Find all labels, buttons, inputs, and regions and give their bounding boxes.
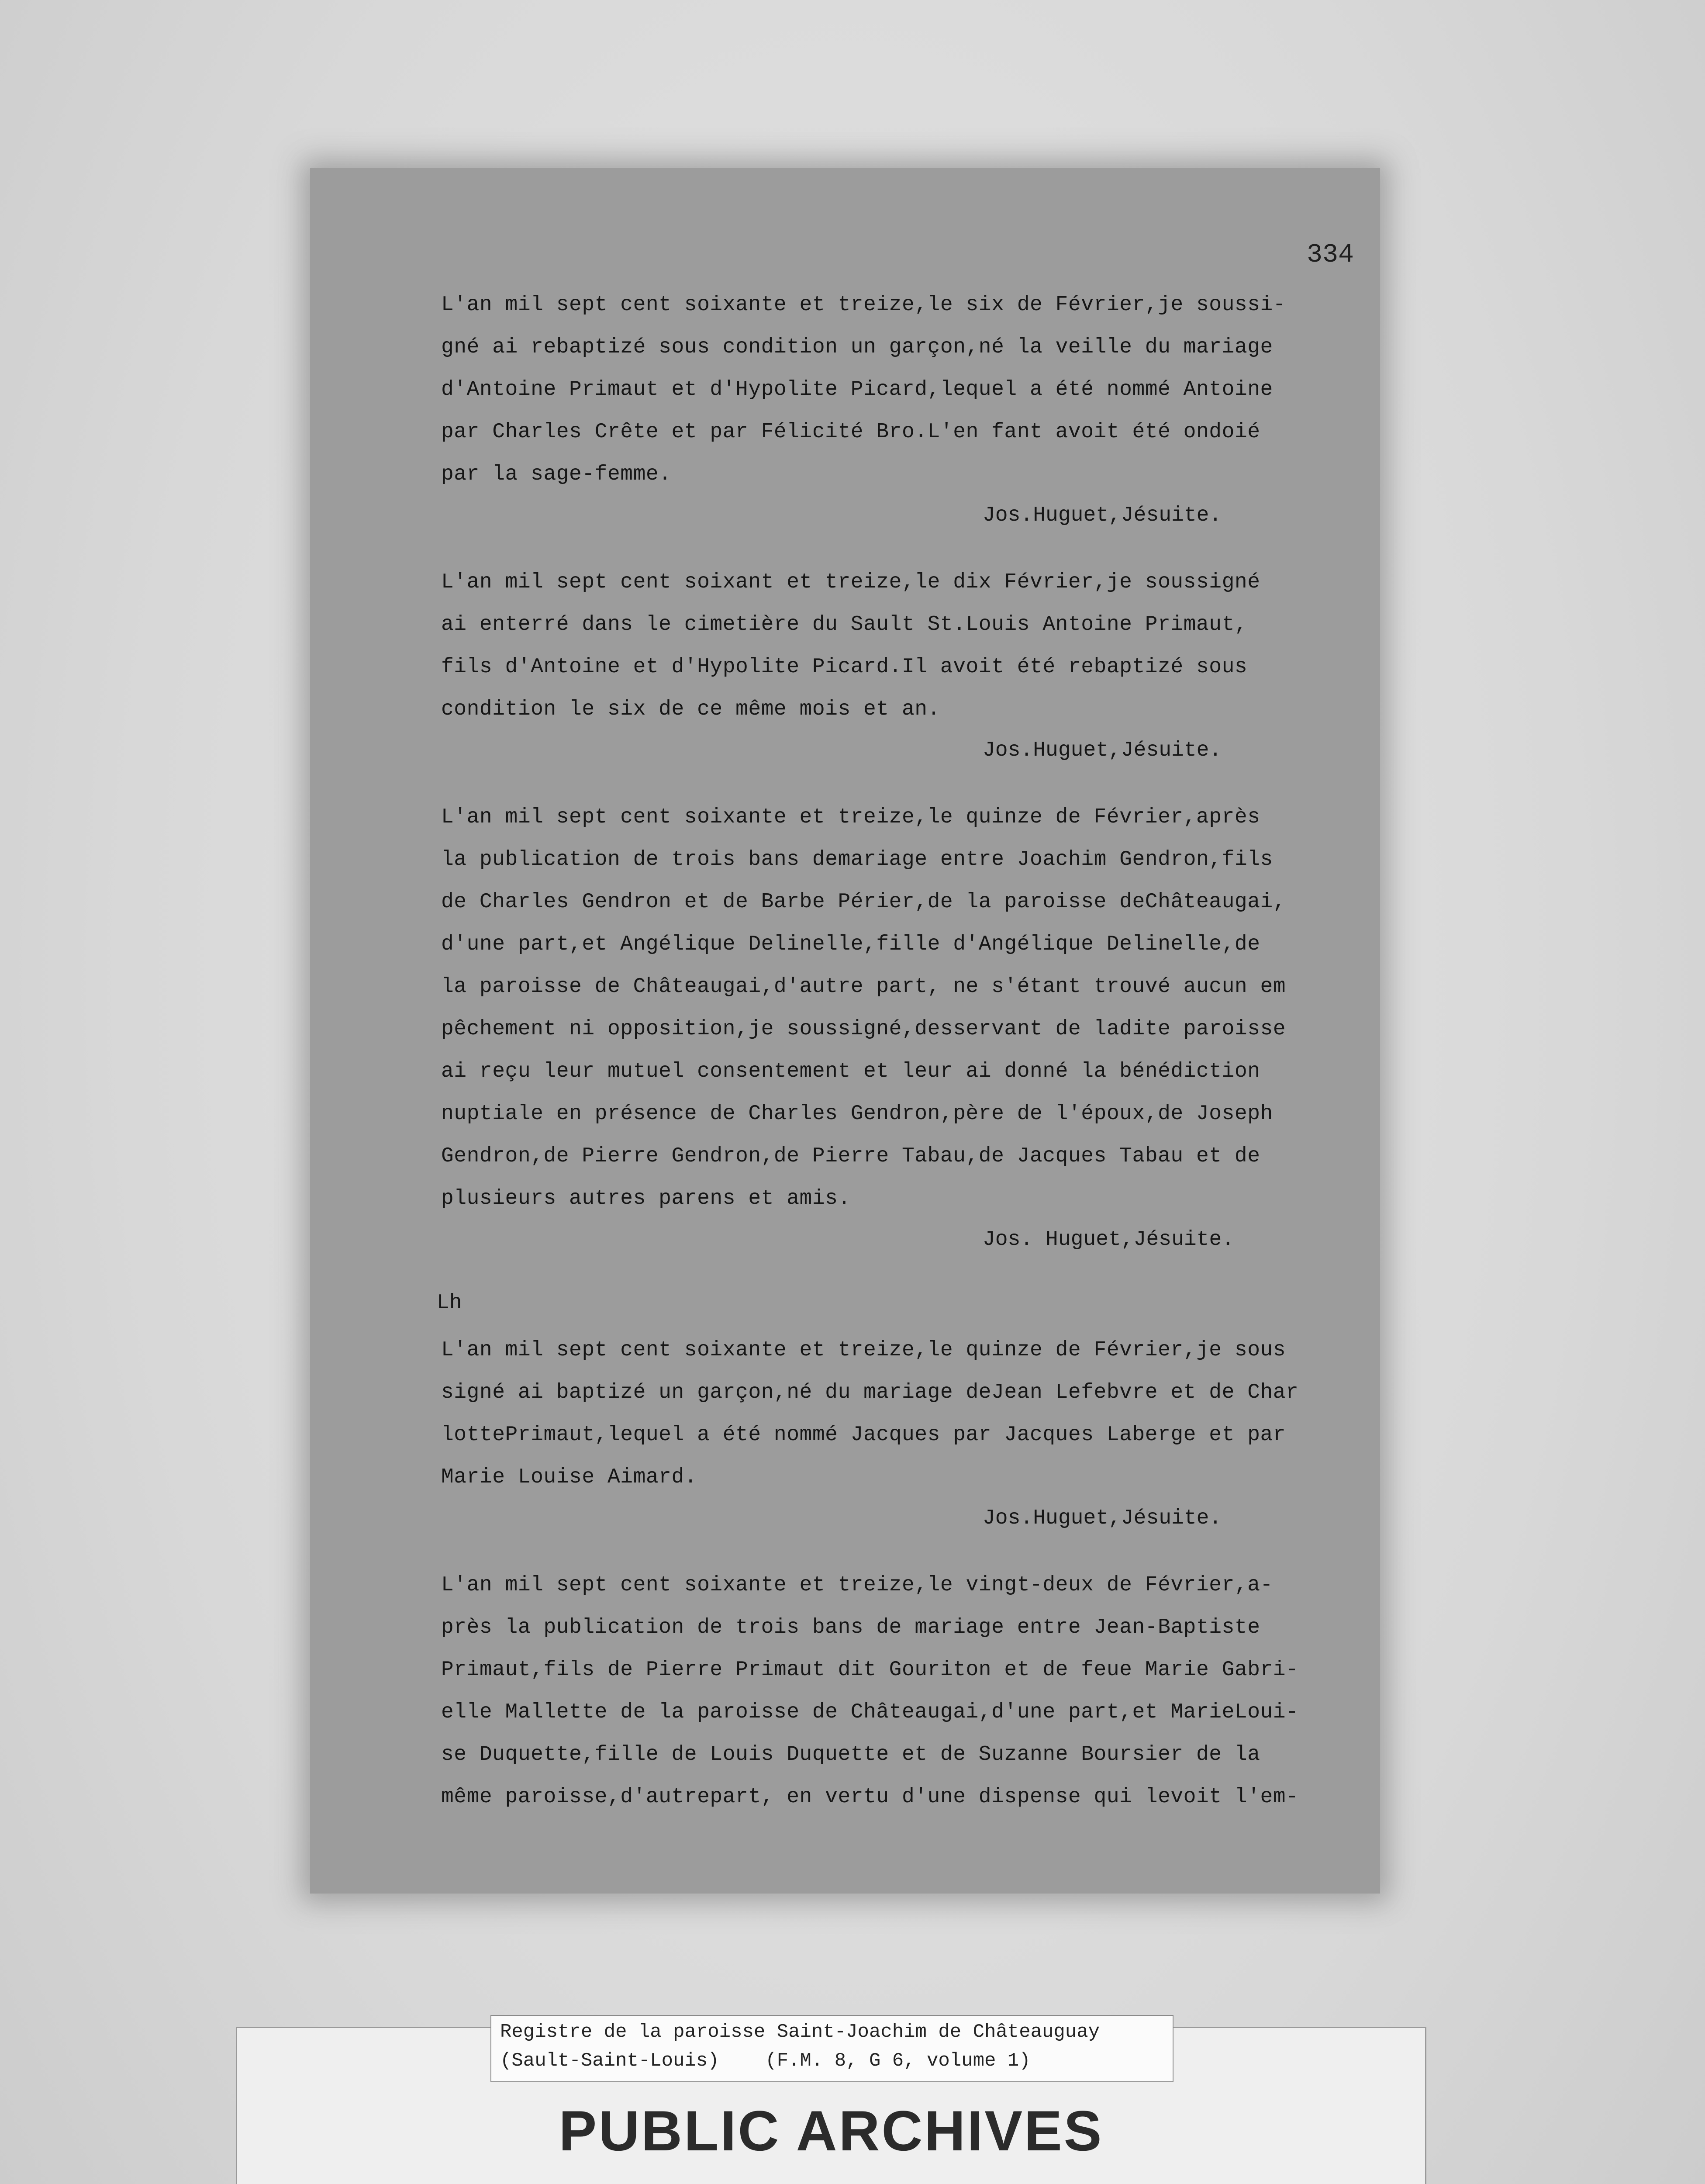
entry-line: gné ai rebaptizé sous condition un garçon,né la veille du mariage: [441, 335, 1273, 359]
entry-line: d'Antoine Primaut et d'Hypolite Picard,lequel a été nommé Antoine: [441, 378, 1273, 401]
entry-line: L'an mil sept cent soixante et treize,le quinze de Février,je sous: [441, 1338, 1286, 1362]
entry-line: de Charles Gendron et de Barbe Périer,de la paroisse deChâteaugai,: [441, 890, 1286, 914]
entry-baptism-antoine: [441, 284, 1336, 535]
entry-line: Gendron,de Pierre Gendron,de Pierre Tabau,de Jacques Tabau et de: [441, 1144, 1260, 1168]
page-number: 334: [1306, 240, 1354, 270]
entry-line: la publication de trois bans demariage entre Joachim Gendron,fils: [441, 848, 1273, 871]
entry-baptism-jacques: [437, 1286, 1336, 1538]
entry-signature: Jos. Huguet,Jésuite.: [983, 1228, 1235, 1251]
entry-line: par la sage-femme.: [441, 463, 672, 486]
entry-line: L'an mil sept cent soixante et treize,le six de Février,je soussi-: [441, 293, 1286, 317]
entry-line: L'an mil sept cent soixante et treize,le quinze de Février,après: [441, 805, 1260, 829]
archive-label-reference: (Sault-Saint-Louis) (F.M. 8, G 6, volume 1): [500, 2050, 1031, 2072]
entry-line: ai reçu leur mutuel consentement et leur ai donné la bénédiction: [441, 1060, 1260, 1083]
entry-line: ai enterré dans le cimetière du Sault St.Louis Antoine Primaut,: [441, 613, 1248, 636]
entry-line: plusieurs autres parens et amis.: [441, 1187, 851, 1210]
stamp-public-archives: PUBLIC ARCHIVES: [559, 2099, 1104, 2163]
entry-line: fils d'Antoine et d'Hypolite Picard.Il avoit été rebaptizé sous: [441, 655, 1248, 679]
entry-marriage-gendron: [441, 796, 1336, 1259]
entry-line: d'une part,et Angélique Delinelle,fille d'Angélique Delinelle,de: [441, 933, 1260, 956]
entry-signature: Jos.Huguet,Jésuite.: [983, 504, 1222, 527]
archive-card: [236, 2021, 1426, 2184]
entry-line: L'an mil sept cent soixant et treize,le dix Février,je soussigné: [441, 570, 1260, 594]
register-entries: [437, 284, 1336, 1845]
typed-register-page: [310, 168, 1380, 1894]
margin-mark: Lh: [437, 1291, 462, 1315]
entry-signature: Jos.Huguet,Jésuite.: [983, 1507, 1222, 1530]
archive-label: [490, 2015, 1173, 2082]
entry-line: Primaut,fils de Pierre Primaut dit Gouriton et de feue Marie Gabri-: [441, 1658, 1299, 1682]
entry-burial-antoine: [441, 561, 1336, 770]
entry-line: condition le six de ce même mois et an.: [441, 698, 940, 721]
entry-line: par Charles Crête et par Félicité Bro.L'en fant avoit été ondoié: [441, 420, 1260, 444]
archive-label-title: Registre de la paroisse Saint-Joachim de Châteauguay: [500, 2021, 1100, 2043]
entry-line: même paroisse,d'autrepart, en vertu d'une dispense qui levoit l'em-: [441, 1785, 1299, 1809]
entry-line: L'an mil sept cent soixante et treize,le vingt-deux de Février,a-: [441, 1573, 1273, 1597]
entry-signature: Jos.Huguet,Jésuite.: [983, 739, 1222, 762]
entry-line: lottePrimaut,lequel a été nommé Jacques par Jacques Laberge et par: [441, 1423, 1286, 1447]
entry-line: nuptiale en présence de Charles Gendron,père de l'époux,de Joseph: [441, 1102, 1273, 1126]
entry-marriage-primaut: [441, 1564, 1336, 1818]
entry-line: pêchement ni opposition,je soussigné,desservant de ladite paroisse: [441, 1017, 1286, 1041]
entry-line: la paroisse de Châteaugai,d'autre part, ne s'étant trouvé aucun em: [441, 975, 1286, 999]
entry-line: près la publication de trois bans de mariage entre Jean-Baptiste: [441, 1616, 1260, 1639]
entry-line: Marie Louise Aimard.: [441, 1465, 697, 1489]
entry-line: signé ai baptizé un garçon,né du mariage deJean Lefebvre et de Char: [441, 1381, 1299, 1404]
entry-line: elle Mallette de la paroisse de Châteaugai,d'une part,et MarieLoui-: [441, 1700, 1299, 1724]
entry-line: se Duquette,fille de Louis Duquette et de Suzanne Boursier de la: [441, 1743, 1260, 1766]
